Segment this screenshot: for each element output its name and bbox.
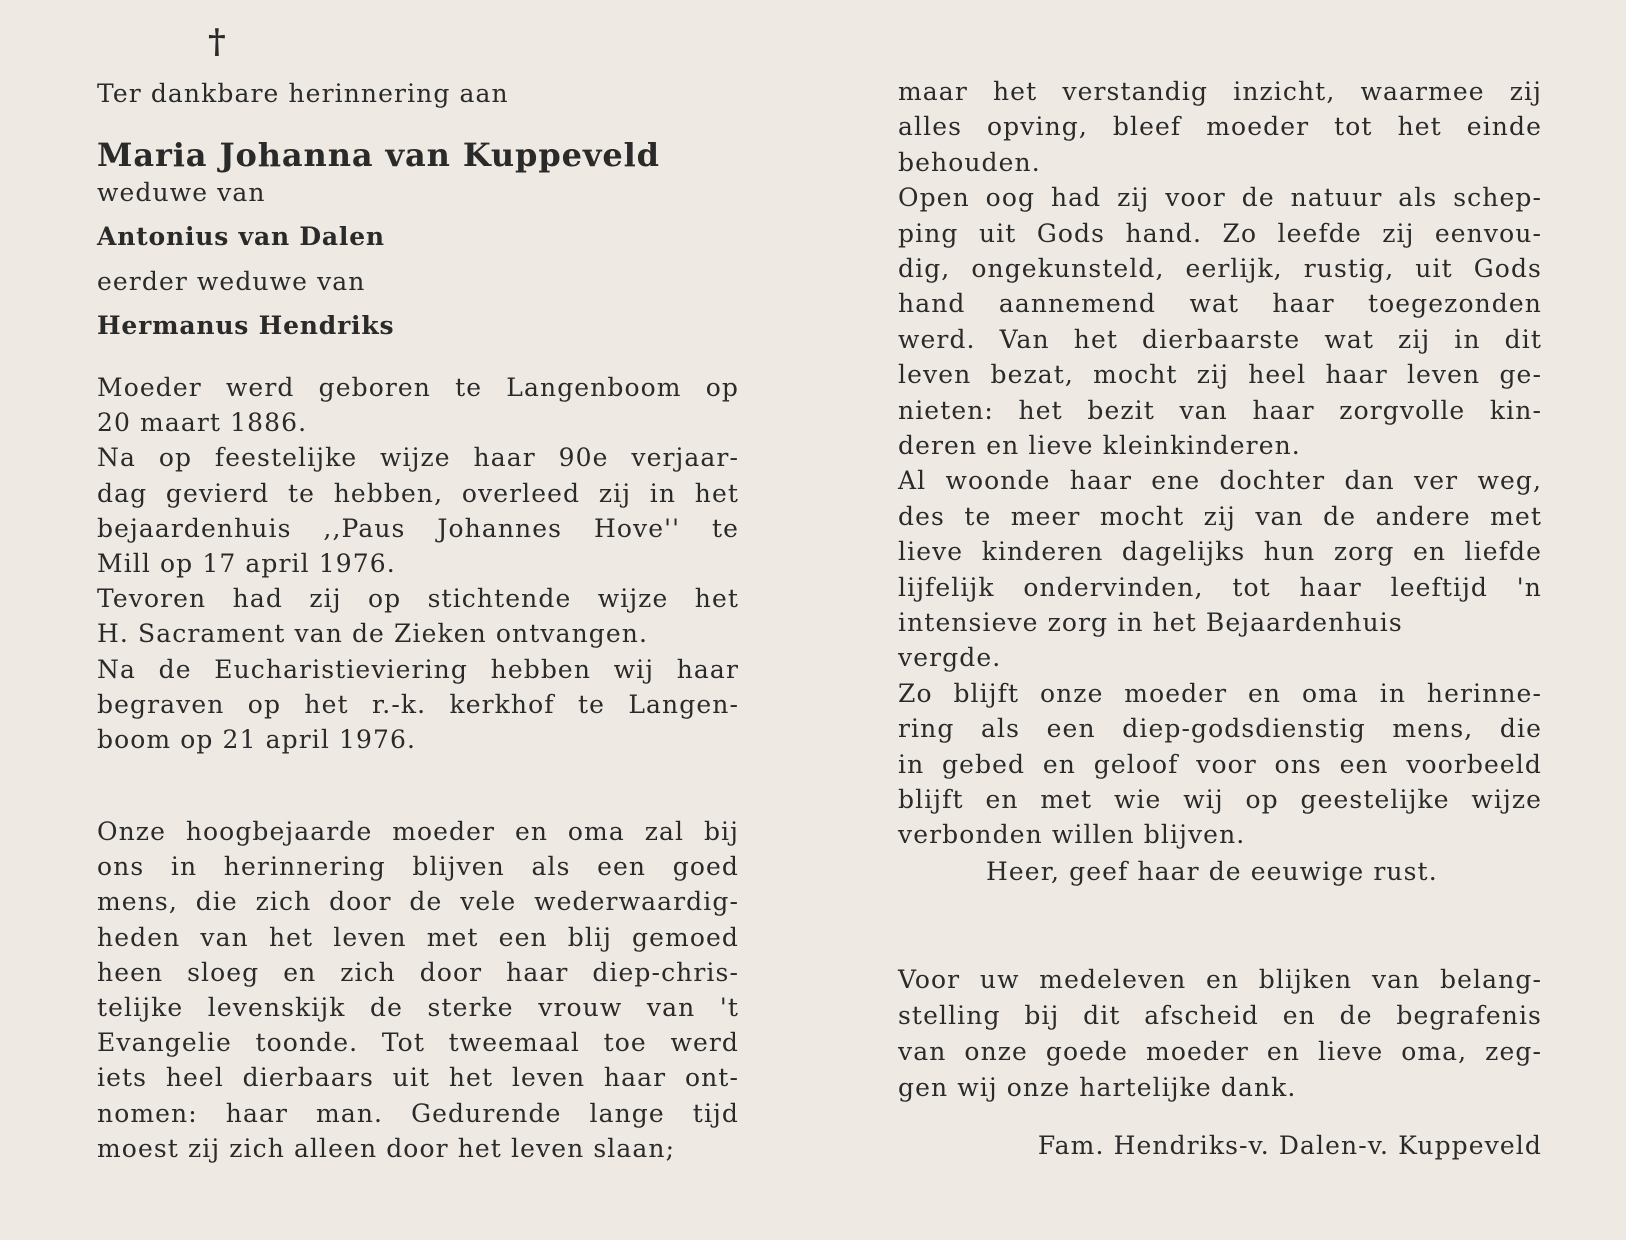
text-line: deren en lieve kleinkinderen. <box>898 431 1301 460</box>
text-line: behouden. <box>898 147 1041 177</box>
text-line: des te meer mocht zij van de andere met <box>898 501 1542 531</box>
text-line: Onze hoogbejaarde moeder en oma zal bij <box>97 817 739 846</box>
text-line: moest zij zich alleen door het leven slaan; <box>97 1133 676 1163</box>
text-line: heen sloeg en zich door haar diep-chris- <box>97 957 739 987</box>
husband-name-1: Hermanus Hendriks <box>97 311 395 340</box>
text-line: intensieve zorg in het Bejaardenhuis <box>898 608 1403 637</box>
text-line: blijft en met wie wij op geestelijke wijze <box>898 785 1542 814</box>
text-line: Al woonde haar ene dochter dan ver weg, <box>898 466 1542 496</box>
text-line: Na op feestelijke wijze haar 90e verjaar- <box>97 443 739 473</box>
text-line: nieten: het bezit van haar zorgvolle kin- <box>898 395 1542 425</box>
text-line: mens, die zich door de vele wederwaardig- <box>97 887 739 917</box>
text-line: hand aannemend wat haar toegezonden <box>898 289 1542 319</box>
text-line: ping uit Gods hand. Zo leefde zij eenvou- <box>898 218 1542 248</box>
text-line: gen wij onze hartelijke dank. <box>898 1073 1297 1102</box>
text-line: H. Sacrament van de Zieken ontvangen. <box>97 619 649 649</box>
text-line: nomen: haar man. Gedurende lange tijd <box>97 1098 739 1128</box>
text-line: stelling bij dit afscheid en de begrafenis <box>898 1001 1542 1030</box>
text-line: lieve kinderen dagelijks hun zorg en liefde <box>898 537 1542 567</box>
text-line: iets heel dierbaars uit het leven haar ont- <box>97 1063 739 1093</box>
text-line: ons in herinnering blijven als een goed <box>97 852 739 882</box>
text-line: dig, ongekunsteld, eerlijk, rustig, uit Gods <box>898 254 1542 283</box>
family-signature: Fam. Hendriks-v. Dalen-v. Kuppeveld <box>1037 1131 1542 1160</box>
widow-of-text: weduwe van <box>97 178 266 207</box>
text-line: Tevoren had zij op stichtende wijze het <box>97 584 739 614</box>
text-line: begraven op het r.-k. kerkhof te Langen- <box>97 689 739 719</box>
text-line: vergde. <box>898 643 1002 673</box>
text-line: ring als een diep-godsdienstig mens, die <box>898 714 1542 744</box>
text-line: heden van het leven met een blij gemoed <box>97 922 739 952</box>
deceased-name: Maria Johanna van Kuppeveld <box>97 136 660 174</box>
text-line: Zo blijft onze moeder en oma in herinne- <box>898 678 1542 708</box>
text-line: in gebed en geloof voor ons een voorbeeld <box>898 749 1542 779</box>
text-line: telijke levenskijk de sterke vrouw van 't <box>97 993 739 1022</box>
text-line: Moeder werd geboren te Langenboom op <box>97 373 739 402</box>
text-line: maar het verstandig inzicht, waarmee zij <box>898 77 1542 106</box>
text-line: Open oog had zij voor de natuur als schep- <box>898 183 1542 213</box>
text-line: boom op 21 april 1976. <box>97 725 417 754</box>
text-line: Evangelie toonde. Tot tweemaal toe werd <box>97 1028 739 1058</box>
cross-icon: † <box>208 22 226 62</box>
prayer-line: Heer, geef haar de eeuwige rust. <box>986 857 1438 886</box>
text-line: 20 maart 1886. <box>97 408 308 438</box>
husband-name-2: Antonius van Dalen <box>97 222 385 251</box>
text-line: dag gevierd te hebben, overleed zij in het <box>97 478 739 508</box>
intro-text: Ter dankbare herinnering aan <box>97 79 509 108</box>
text-line: van onze goede moeder en lieve oma, zeg- <box>898 1037 1542 1066</box>
text-line: Voor uw medeleven en blijken van belang- <box>898 965 1542 994</box>
text-line: Na de Eucharistieviering hebben wij haar <box>97 654 739 684</box>
text-line: bejaardenhuis ,,Paus Johannes Hove'' te <box>97 513 739 543</box>
earlier-widow-text: eerder weduwe van <box>97 267 366 296</box>
text-line: alles opving, bleef moeder tot het einde <box>898 112 1542 142</box>
text-line: werd. Van het dierbaarste wat zij in dit <box>898 324 1542 354</box>
text-line: verbonden willen blijven. <box>898 820 1246 850</box>
text-line: lijfelijk ondervinden, tot haar leeftijd 'n <box>898 572 1542 602</box>
text-line: Mill op 17 april 1976. <box>97 549 396 578</box>
text-line: leven bezat, mocht zij heel haar leven ge- <box>898 360 1542 390</box>
